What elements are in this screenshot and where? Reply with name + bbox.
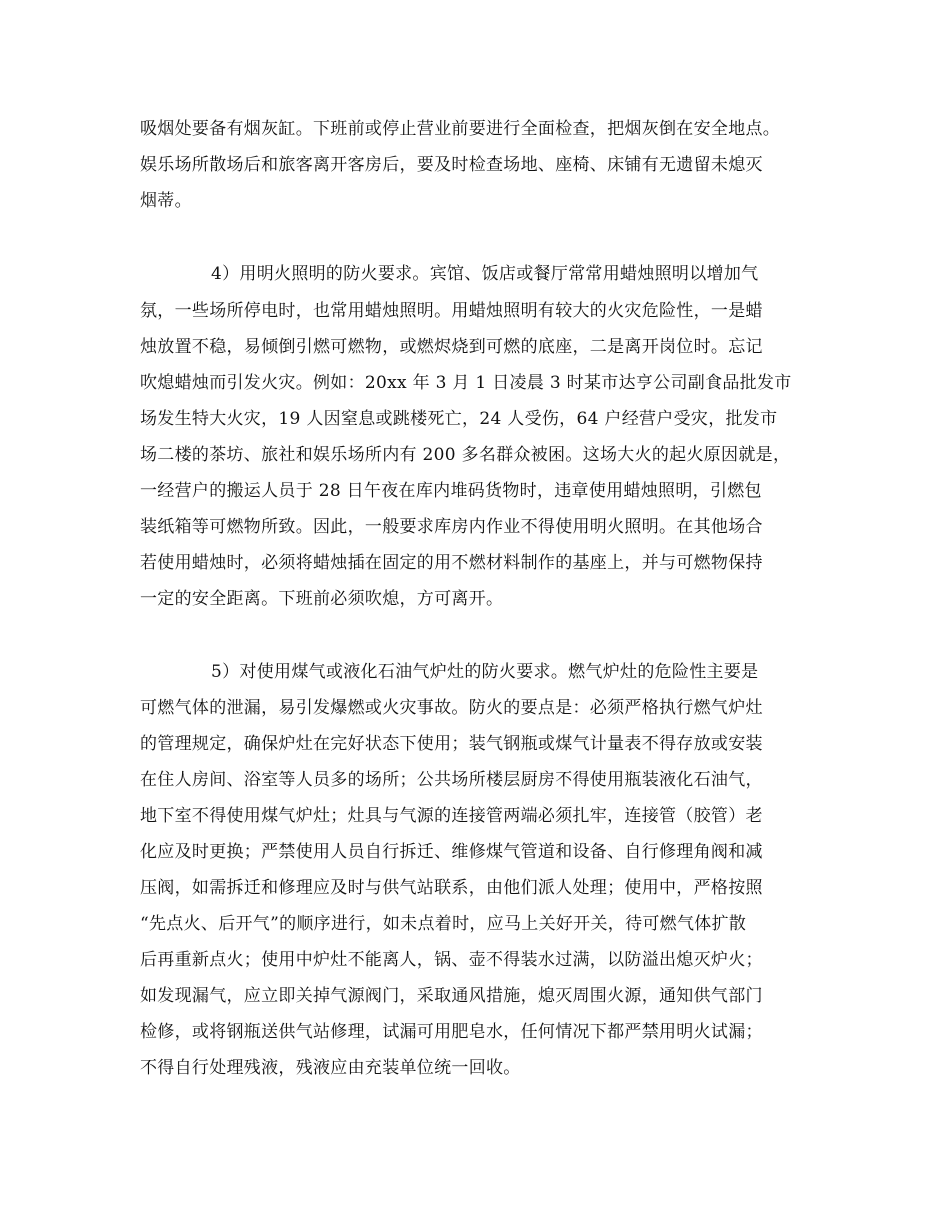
text-line: 娱乐场所散场后和旅客离开客房后，要及时检查场地、座椅、床铺有无遗留未熄灭 <box>140 155 763 175</box>
text-line: 5）对使用煤气或液化石油气炉灶的防火要求。燃气炉灶的危险性主要是 <box>211 662 759 682</box>
text-line: 在住人房间、浴室等人员多的场所；公共场所楼层厨房不得使用瓶装液化石油气， <box>140 770 763 790</box>
text-line: 化应及时更换；严禁使用人员自行拆迁、维修煤气管道和设备、自行修理角阀和减 <box>140 842 763 862</box>
text-line: 场发生特大火灾，19 人因窒息或跳楼死亡，24 人受伤，64 户经营户受灾，批发市 <box>140 409 778 429</box>
text-line: 若使用蜡烛时，必须将蜡烛插在固定的用不燃材料制作的基座上，并与可燃物保持 <box>140 553 763 573</box>
text-line: 不得自行处理残液，残液应由充装单位统一回收。 <box>140 1058 521 1078</box>
text-line: 场二楼的茶坊、旅社和娱乐场所内有 200 多名群众被困。这场大火的起火原因就是， <box>140 445 791 465</box>
text-line: 吸烟处要备有烟灰缸。下班前或停止营业前要进行全面检查，把烟灰倒在安全地点。 <box>140 119 781 139</box>
text-line: “先点火、后开气”的顺序进行，如未点着时，应马上关好开关，待可燃气体扩散 <box>140 914 747 934</box>
text-line: 一定的安全距离。下班前必须吹熄，方可离开。 <box>140 589 504 609</box>
text-line: 吹熄蜡烛而引发火灾。例如：20xx 年 3 月 1 日凌晨 3 时某市达亨公司副食品批发市 <box>140 373 792 393</box>
text-line: 一经营户的搬运人员于 28 日午夜在库内堆码货物时，违章使用蜡烛照明，引燃包 <box>140 481 762 501</box>
text-line: 如发现漏气，应立即关掉气源阀门，采取通风措施，熄灭周围火源，通知供气部门 <box>140 986 763 1006</box>
text-line: 压阀，如需拆迁和修理应及时与供气站联系，由他们派人处理；使用中，严格按照 <box>140 878 763 898</box>
text-line: 可燃气体的泄漏，易引发爆燃或火灾事故。防火的要点是：必须严格执行燃气炉灶 <box>140 698 763 718</box>
text-line: 检修，或将钢瓶送供气站修理，试漏可用肥皂水，任何情况下都严禁用明火试漏； <box>140 1022 763 1042</box>
text-line: 的管理规定，确保炉灶在完好状态下使用；装气钢瓶或煤气计量表不得存放或安装 <box>140 734 763 754</box>
text-line: 后再重新点火；使用中炉灶不能离人，锅、壶不得装水过满，以防溢出熄灭炉火； <box>140 950 763 970</box>
text-line: 氛，一些场所停电时，也常用蜡烛照明。用蜡烛照明有较大的火灾危险性，一是蜡 <box>140 301 763 321</box>
text-line: 装纸箱等可燃物所致。因此，一般要求库房内作业不得使用明火照明。在其他场合 <box>140 517 763 537</box>
text-line: 烟蒂。 <box>140 191 192 211</box>
text-line: 4）用明火照明的防火要求。宾馆、饭店或餐厅常常用蜡烛照明以增加气 <box>211 264 759 284</box>
text-line: 烛放置不稳，易倾倒引燃可燃物，或燃烬烧到可燃的底座，二是离开岗位时。忘记 <box>140 337 763 357</box>
text-line: 地下室不得使用煤气炉灶；灶具与气源的连接管两端必须扎牢，连接管（胶管）老 <box>140 806 763 826</box>
